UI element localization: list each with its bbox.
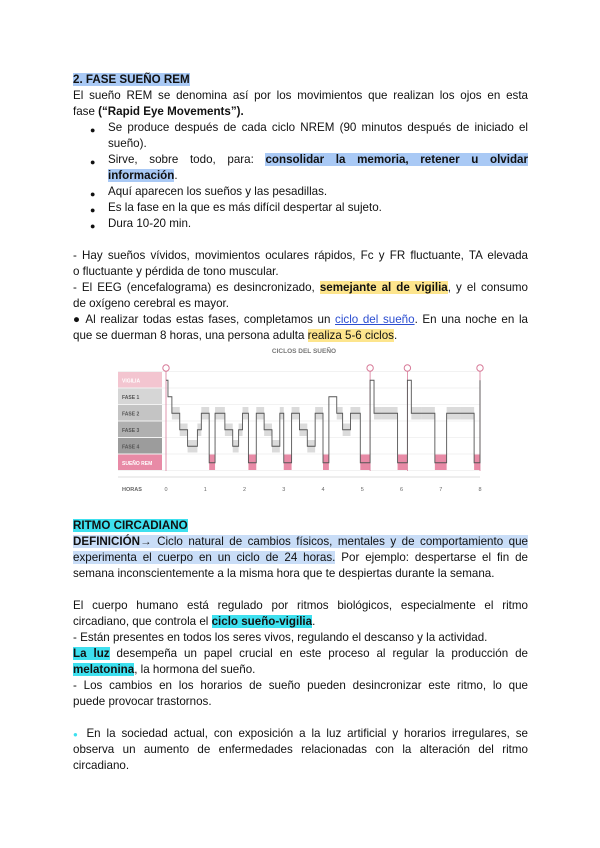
circ-def-line-3: semana inconscientemente a la misma hora que te despiertas durante la semana. [73,567,495,580]
circ-para-3-line-1: La luz desempeña un papel crucial en este proceso al regular la producción de [73,647,528,660]
rem-bullet-1-line-2: sueño). [108,137,147,150]
circ-para-1-line-1: El cuerpo humano está regulado por ritmos biológicos, especialmente el ritmo [73,599,528,612]
sleep-stage-line [166,380,480,463]
x-tick-label: 8 [478,487,482,493]
rem-block [323,455,329,471]
bullet-dot: ● [90,221,96,231]
circ-para-5-line-1: ● En la sociedad actual, con exposición a la luz artificial y horarios irregulares, se [73,727,528,740]
x-tick-label: 3 [282,487,286,493]
rem-para-2-line-2: de oxígeno cerebral es mayor. [73,297,229,310]
x-tick-label: 4 [321,487,325,493]
circ-para-1-line-2: circadiano, que controla el ciclo sueño-vigilia. [73,615,316,628]
rem-bullet-3: Aquí aparecen los sueños y las pesadillas. [108,185,328,198]
wake-marker [477,365,483,371]
wake-marker [404,365,410,371]
rem-bullet-2-line-1: Sirve, sobre todo, para: consolidar la memoria, retener u olvidar [108,153,529,166]
circ-para-2: - Están presentes en todos los seres vivos, regulando el descanso y la actividad. [73,631,488,644]
stage-label: VIGILIA [122,378,141,385]
rem-para-1-line-1: - Hay sueños vívidos, movimientos oculares rápidos, Fc y FR fluctuante, TA elevada [73,249,528,262]
rem-block [398,455,408,471]
rem-block [474,455,480,471]
x-tick-label: 6 [399,487,404,493]
circ-def-line-1: DEFINICIÓN→ Ciclo natural de cambios físicos, mentales y de comportamiento que [73,535,528,548]
rem-block [435,455,447,471]
x-tick-label: 2 [242,487,247,493]
rem-para-2-line-1: - El EEG (encefalograma) es desincronizado, semejante al de vigilia, y el consumo [73,281,529,294]
circ-para-5-line-2: observa un aumento de enfermedades relacionadas con la alteración del ritmo [73,743,528,756]
rem-para-3-line-1: ● Al realizar todas estas fases, completamos un ciclo del sueño. En una noche en la [73,313,528,326]
rem-intro-line-2: fase (“Rapid Eye Movements”). [73,105,244,118]
rem-block [360,455,370,471]
circ-para-5-line-3: circadiano. [73,759,130,772]
bullet-dot: ● [90,189,96,199]
x-tick-label: 7 [439,487,443,493]
x-tick-label: 0 [164,487,168,493]
stage-label: FASE 2 [122,411,140,418]
circ-para-4-line-2: puede provocar trastornos. [73,695,212,708]
rem-block [209,455,215,471]
stage-label: FASE 4 [122,444,140,451]
sleep-cycles-chart [114,342,494,500]
bullet-dot: ● [90,157,96,167]
x-axis-label: HORAS [122,487,142,493]
chart-title: CICLOS DEL SUEÑO [271,348,337,355]
circ-heading: RITMO CIRCADIANO [73,519,188,532]
wake-marker [367,365,373,371]
stage-label: SUEÑO REM [122,460,153,467]
rem-heading: 2. FASE SUEÑO REM [73,73,190,86]
sleep-cycle-link[interactable]: ciclo del sueño [335,313,415,326]
x-tick-label: 5 [360,487,364,493]
rem-bullet-2-line-2: información. [108,169,178,182]
rem-para-3-line-2: que se duerman 8 horas, una persona adulta realiza 5-6 ciclos. [73,329,398,342]
rem-para-1-line-2: o fluctuante y pérdida de tono muscular. [73,265,279,278]
bullet-dot-cyan: ● [73,730,81,739]
rem-block [248,455,256,471]
stage-label: FASE 1 [122,394,140,401]
rem-bullet-1-line-1: Se produce después de cada ciclo NREM (90 minutos después de iniciado el [108,121,528,134]
x-tick-label: 1 [203,487,207,493]
bullet-dot: ● [90,125,96,135]
circ-def-line-2: experimenta el cuerpo en un ciclo de 24 horas. Por ejemplo: despertarse el fin de [73,551,528,564]
rem-bullet-4: Es la fase en la que es más difícil despertar al sujeto. [108,201,382,214]
circ-para-3-line-2: melatonina, la hormona del sueño. [73,663,256,676]
rem-block [284,455,292,471]
circ-para-4-line-1: - Los cambios en los horarios de sueño pueden desincronizar este ritmo, lo que [73,679,528,692]
stage-label: FASE 3 [122,427,140,434]
wake-marker [163,365,169,371]
bullet-dot: ● [90,205,96,215]
rem-intro-line-1: El sueño REM se denomina así por los movimientos que realizan los ojos en esta [73,89,528,102]
rem-bullet-5: Dura 10-20 min. [108,217,192,230]
